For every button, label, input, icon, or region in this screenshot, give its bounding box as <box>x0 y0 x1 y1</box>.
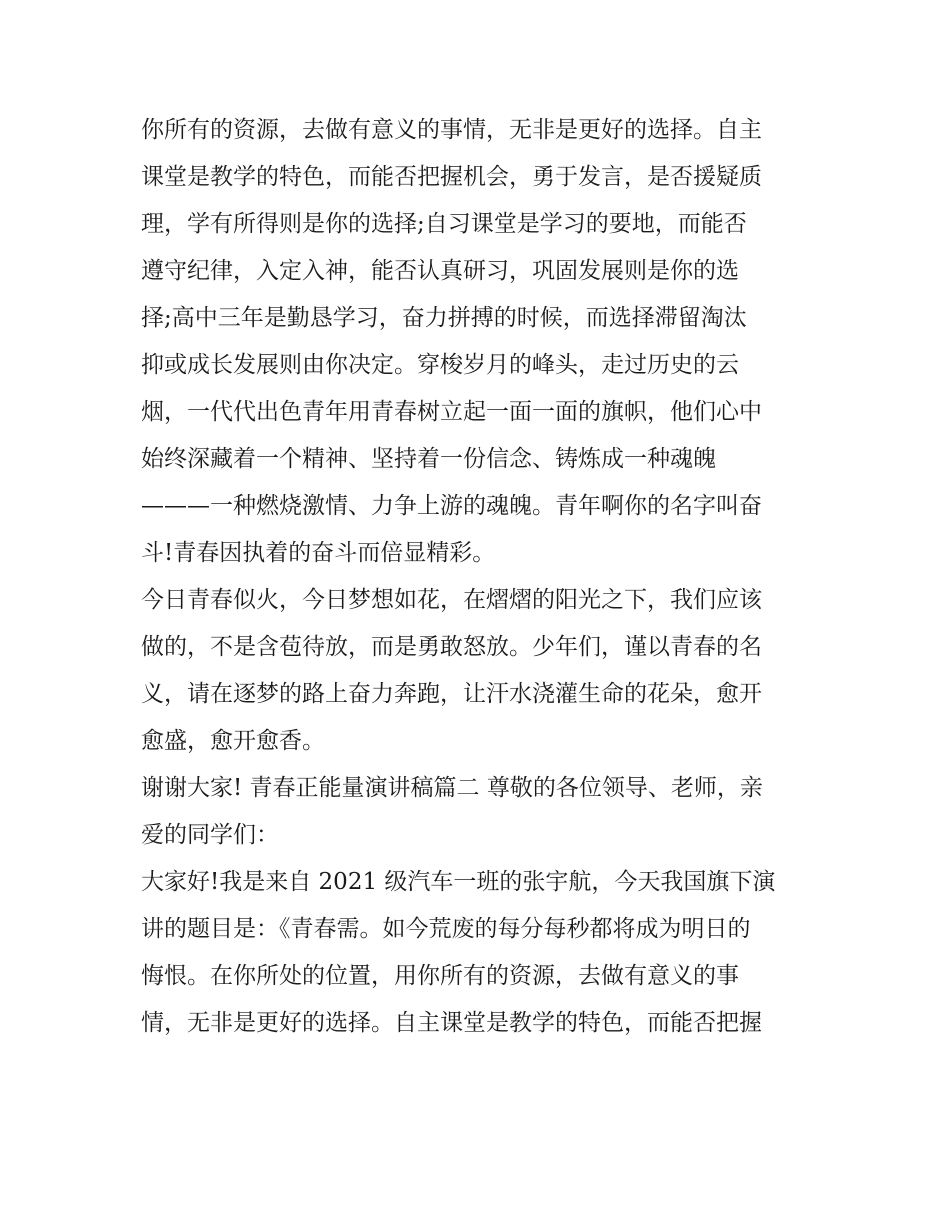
text-line: 今日青春似火，今日梦想如花，在熠熠的阳光之下，我们应该 <box>141 587 762 613</box>
text-line: 悔恨。在你所处的位置，用你所有的资源，去做有意义的事 <box>141 963 739 989</box>
text-line: ———一种燃烧激情、力争上游的魂魄。青年啊你的名字叫奋 <box>141 493 762 519</box>
text-line: 爱的同学们： <box>141 822 279 848</box>
text-line: 始终深藏着一个精神、坚持着一份信念、铸炼成一种魂魄 <box>141 446 716 472</box>
text-line: 讲的题目是：《青春需。如今荒废的每分每秒都将成为明日的 <box>141 916 751 942</box>
text-line: 理，学有所得则是你的选择;自习课堂是学习的要地，而能否 <box>141 211 747 237</box>
text-line: 谢谢大家! 青春正能量演讲稿篇二 尊敬的各位领导、老师，亲 <box>141 775 763 801</box>
text-line: 做的，不是含苞待放，而是勇敢怒放。少年们，谨以青春的名 <box>141 634 762 660</box>
text-line: 遵守纪律，入定入神，能否认真研习，巩固发展则是你的选 <box>141 258 739 284</box>
text-line: 情，无非是更好的选择。自主课堂是教学的特色，而能否把握 <box>141 1010 762 1036</box>
text-line: 你所有的资源，去做有意义的事情，无非是更好的选择。自主 <box>141 117 762 143</box>
text-line: 择;高中三年是勤恳学习，奋力拼搏的时候，而选择滞留淘汰 <box>141 305 747 331</box>
text-line: 课堂是教学的特色，而能否把握机会，勇于发言，是否援疑质 <box>141 164 762 190</box>
text-line: 大家好!我是来自 2021 级汽车一班的张宇航，今天我国旗下演 <box>141 869 776 895</box>
body-text <box>141 107 821 1047</box>
text-line: 义，请在逐梦的路上奋力奔跑，让汗水浇灌生命的花朵，愈开 <box>141 681 762 707</box>
text-line: 烟，一代代出色青年用青春树立起一面一面的旗帜，他们心中 <box>141 399 762 425</box>
text-line: 愈盛，愈开愈香。 <box>141 728 325 754</box>
text-line: 斗!青春因执着的奋斗而倍显精彩。 <box>141 540 496 566</box>
text-line: 抑或成长发展则由你决定。穿梭岁月的峰头，走过历史的云 <box>141 352 739 378</box>
